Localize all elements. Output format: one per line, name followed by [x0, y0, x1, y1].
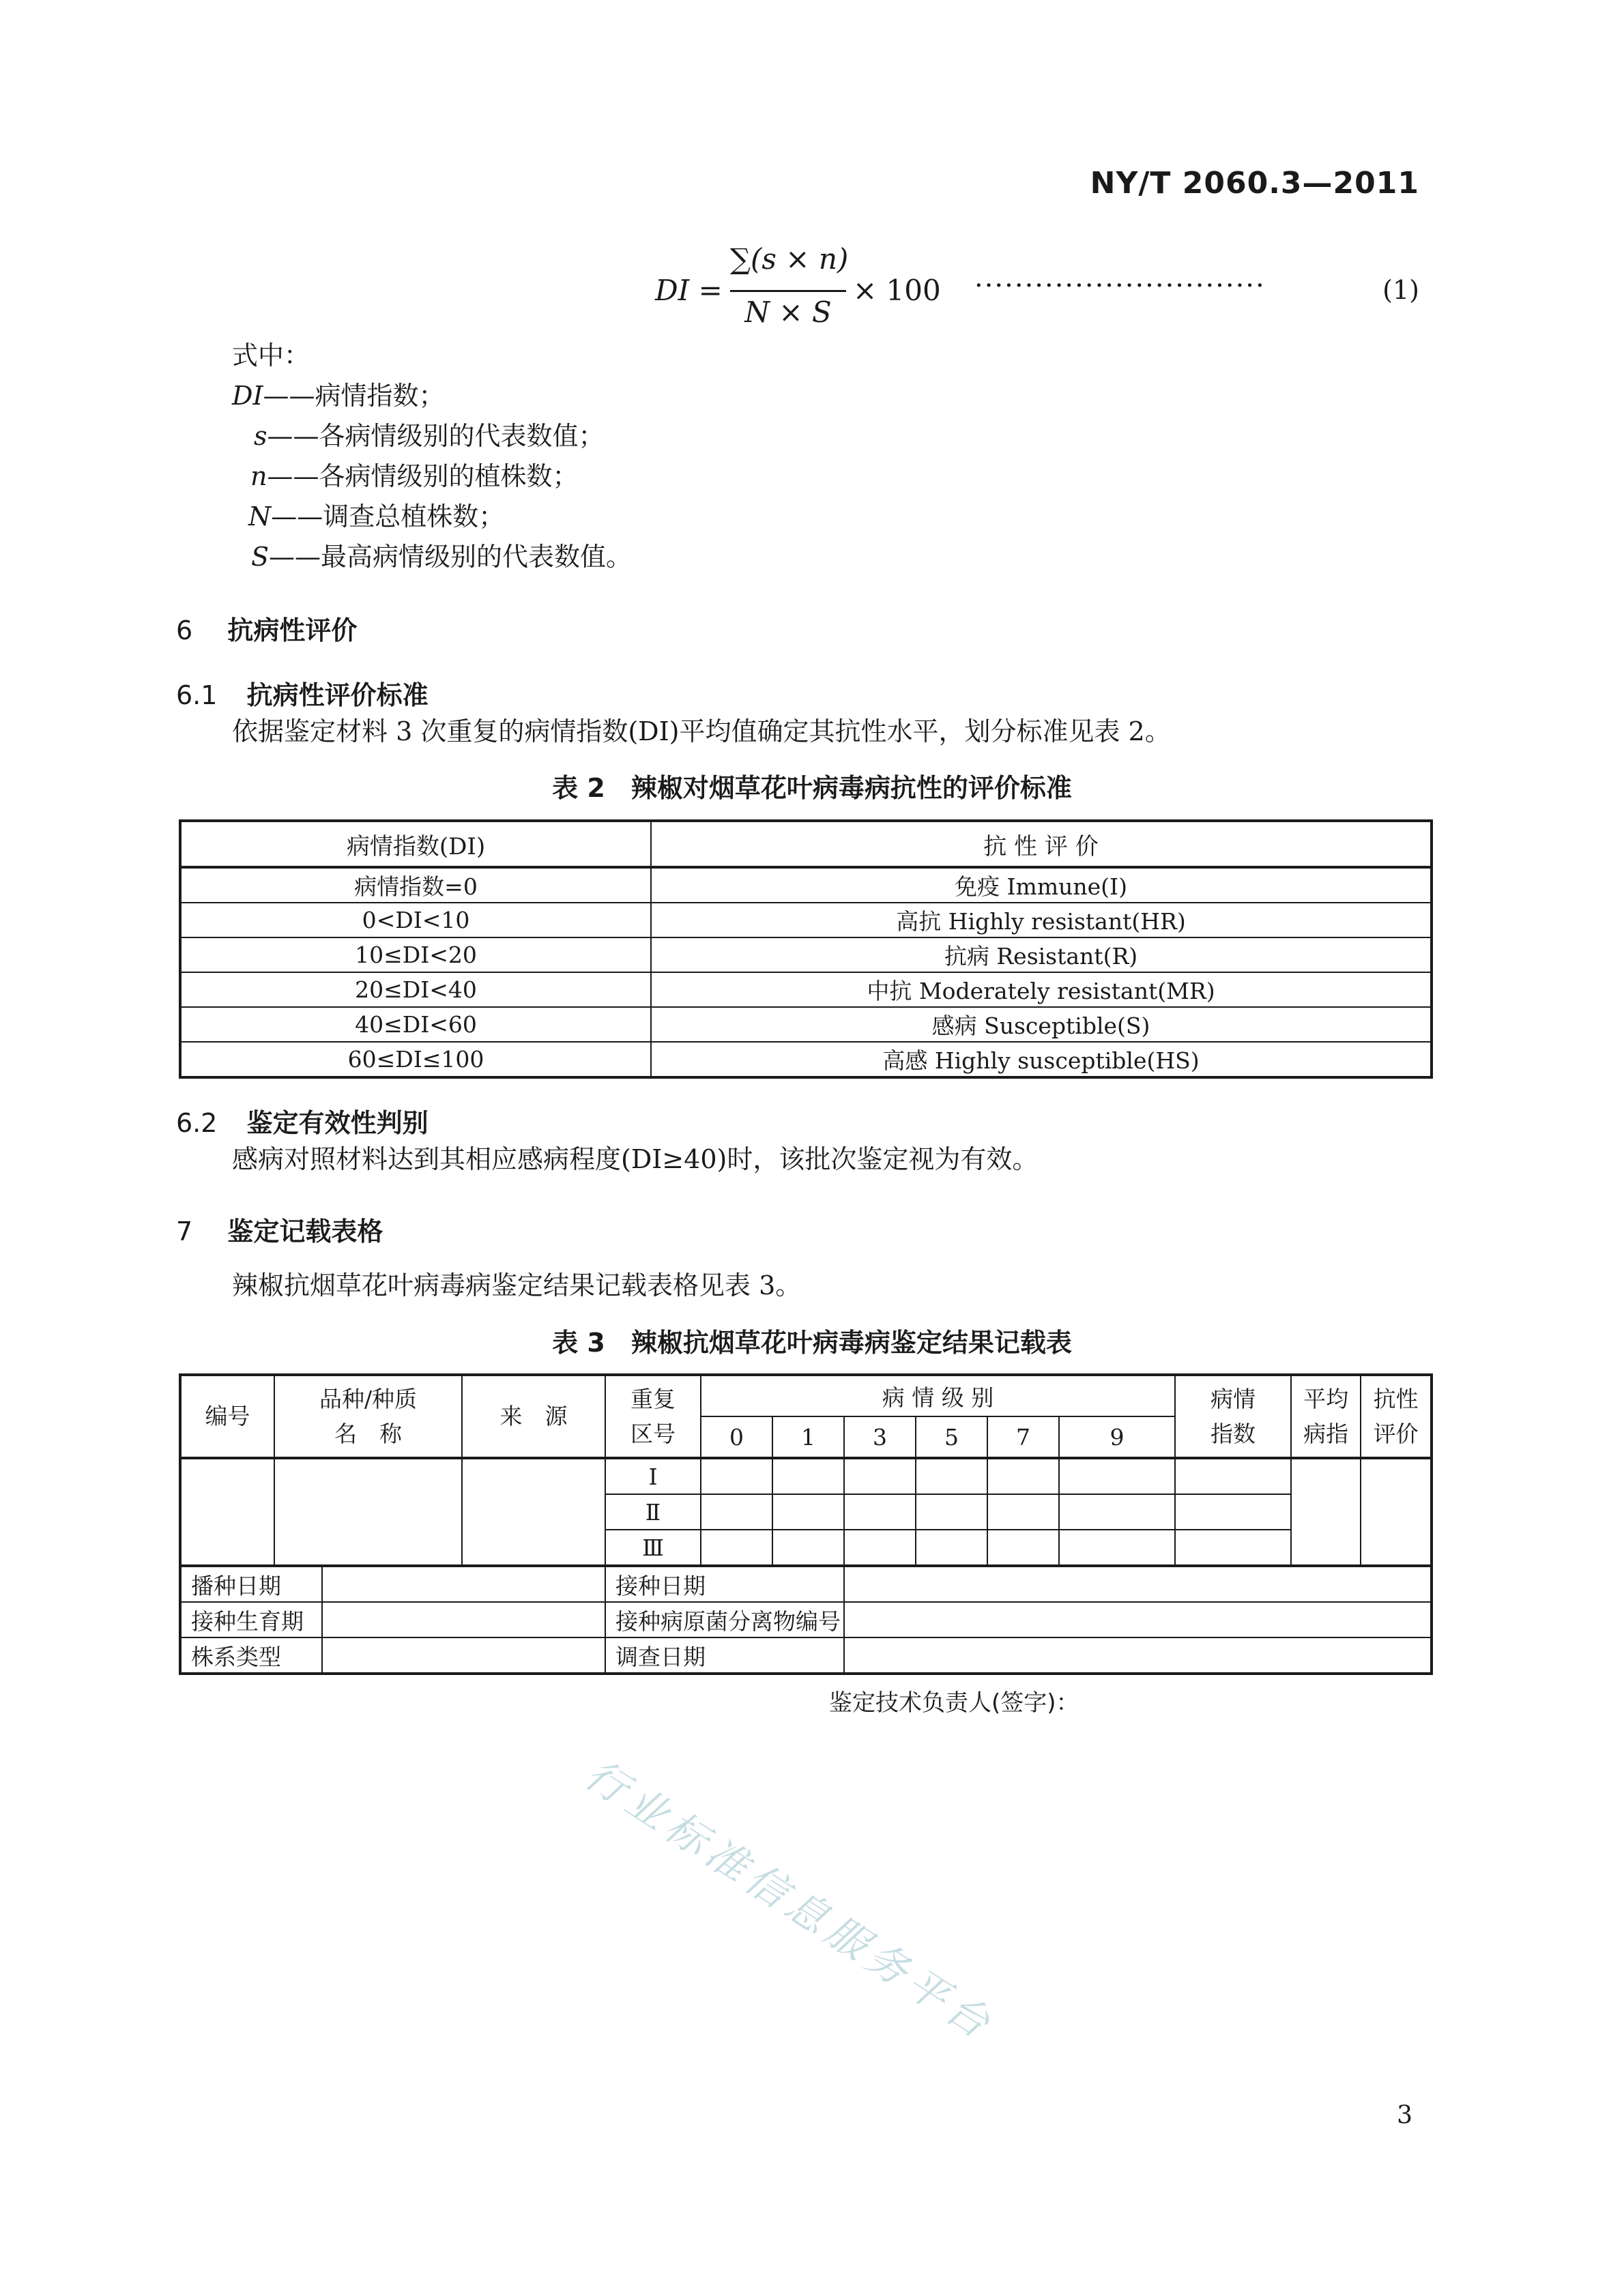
variables-intro: 式中： — [232, 340, 310, 370]
variable-item — [250, 455, 579, 493]
header-id: 编号 — [180, 1375, 274, 1458]
variable-dash: —— — [263, 381, 315, 411]
header-replicate-line1: 重复 — [630, 1385, 676, 1412]
empty-cell — [987, 1530, 1059, 1566]
label-inoculation-stage: 接种生育期 — [180, 1602, 322, 1637]
table-row — [180, 1458, 1432, 1494]
formula-numerator: ∑(s × n) — [730, 242, 849, 276]
table-cell: 0<DI<10 — [180, 903, 651, 937]
label-isolate-id: 接种病原菌分离物编号 — [605, 1602, 844, 1637]
empty-cell — [1059, 1530, 1175, 1566]
empty-cell — [1175, 1494, 1291, 1530]
header-disease-grade: 病 情 级 别 — [701, 1375, 1175, 1416]
empty-cell — [180, 1458, 274, 1566]
empty-cell — [772, 1458, 844, 1494]
replicate-label: Ⅱ — [605, 1494, 701, 1530]
fraction-bar — [730, 290, 846, 292]
table-row — [180, 903, 1432, 937]
table-2 — [179, 819, 1433, 1079]
header-res-line1: 抗性 — [1373, 1385, 1419, 1412]
empty-cell — [844, 1566, 1432, 1602]
section-6-1-heading — [176, 674, 429, 712]
empty-cell — [1175, 1530, 1291, 1566]
table-row — [180, 937, 1432, 972]
table-cell: 抗病 Resistant(R) — [651, 937, 1432, 972]
empty-cell — [987, 1494, 1059, 1530]
empty-cell — [322, 1566, 605, 1602]
empty-cell — [274, 1458, 462, 1566]
variable-symbol: DI — [232, 381, 263, 411]
column-header: 病情指数(DI) — [180, 821, 651, 867]
header-avg-line2: 病指 — [1303, 1421, 1349, 1447]
variable-dash: —— — [271, 501, 323, 531]
header-variety-line1: 品种/种质 — [319, 1385, 418, 1412]
variable-symbol: S — [251, 542, 270, 572]
standard-code: NY/T 2060.3—2011 — [1090, 166, 1419, 201]
section-title: 抗病性评价标准 — [246, 680, 429, 710]
section-title: 抗病性评价 — [227, 615, 358, 645]
table-cell: 免疫 Immune(I) — [651, 867, 1432, 903]
header-avg-line1: 平均 — [1303, 1385, 1349, 1412]
variable-item — [251, 536, 632, 573]
header-replicate — [605, 1375, 701, 1458]
table-cell: 中抗 Moderately resistant(MR) — [651, 972, 1432, 1007]
signature-line: 鉴定技术负责人(签字)： — [829, 1689, 1079, 1717]
paragraph: 感病对照材料达到其相应感病程度(DI≥40)时，该批次鉴定视为有效。 — [232, 1144, 1039, 1174]
variable-dash: —— — [269, 542, 321, 572]
variable-symbol: s — [254, 421, 267, 451]
empty-cell — [772, 1494, 844, 1530]
header-di-line2: 指数 — [1210, 1421, 1256, 1447]
empty-cell — [844, 1637, 1432, 1674]
table-row — [180, 1602, 1432, 1637]
variable-item — [254, 415, 605, 452]
formula-denominator: N × S — [744, 295, 832, 329]
grade-cell: 9 — [1059, 1416, 1175, 1458]
empty-cell — [701, 1458, 772, 1494]
empty-cell — [772, 1530, 844, 1566]
variable-desc: 最高病情级别的代表数值。 — [321, 542, 633, 572]
table-row — [180, 1566, 1432, 1602]
section-number: 6 — [176, 615, 193, 645]
formula-multiplier: × 100 — [853, 274, 941, 307]
label-sow-date: 播种日期 — [180, 1566, 322, 1602]
replicate-label: Ⅰ — [605, 1458, 701, 1494]
grade-cell: 3 — [844, 1416, 916, 1458]
header-source: 来 源 — [462, 1375, 605, 1458]
empty-cell — [844, 1494, 916, 1530]
empty-cell — [844, 1602, 1432, 1637]
section-title: 鉴定记载表格 — [227, 1217, 383, 1247]
empty-cell — [1059, 1494, 1175, 1530]
empty-cell — [462, 1458, 605, 1566]
section-number: 6.2 — [176, 1108, 218, 1138]
table-3-caption: 表 3 辣椒抗烟草花叶病毒病鉴定结果记载表 — [552, 1328, 1072, 1358]
empty-cell — [322, 1602, 605, 1637]
variable-desc: 调查总植株数； — [323, 501, 505, 531]
empty-cell — [701, 1494, 772, 1530]
grade-cell: 7 — [987, 1416, 1059, 1458]
replicate-label: Ⅲ — [605, 1530, 701, 1566]
table-row — [180, 1637, 1432, 1674]
variable-symbol: n — [250, 461, 267, 491]
table-cell: 60≤DI≤100 — [180, 1042, 651, 1077]
variable-dash: —— — [267, 421, 319, 451]
empty-cell — [844, 1458, 916, 1494]
grade-cell: 1 — [772, 1416, 844, 1458]
table-cell: 10≤DI<20 — [180, 937, 651, 972]
variable-item — [232, 375, 445, 412]
table-row — [180, 1042, 1432, 1077]
table-cell: 高抗 Highly resistant(HR) — [651, 903, 1432, 937]
section-number: 6.1 — [176, 680, 218, 710]
formula-lhs: DI = — [655, 274, 723, 307]
grade-cell: 0 — [701, 1416, 772, 1458]
section-number: 7 — [176, 1217, 193, 1247]
paragraph: 依据鉴定材料 3 次重复的病情指数(DI)平均值确定其抗性水平，划分标准见表 2。 — [232, 716, 1171, 746]
empty-cell — [916, 1458, 987, 1494]
page-number: 3 — [1397, 2101, 1412, 2129]
header-res-line2: 评价 — [1373, 1421, 1419, 1447]
variable-desc: 各病情级别的植株数； — [319, 461, 579, 491]
section-7-heading — [176, 1210, 383, 1248]
formula-leader-dots: ····························· — [974, 270, 1266, 302]
table-cell: 20≤DI<40 — [180, 972, 651, 1007]
empty-cell — [701, 1530, 772, 1566]
header-replicate-line2: 区号 — [630, 1421, 676, 1447]
section-6-2-heading — [176, 1102, 429, 1139]
empty-cell — [1175, 1458, 1291, 1494]
table-row — [180, 867, 1432, 903]
variable-dash: —— — [267, 461, 319, 491]
header-disease-index — [1175, 1375, 1291, 1458]
section-title: 鉴定有效性判别 — [246, 1108, 429, 1138]
empty-cell — [916, 1494, 987, 1530]
watermark: 行业标准信息服务平台 — [576, 1750, 1003, 2051]
table-cell: 高感 Highly susceptible(HS) — [651, 1042, 1432, 1077]
variable-desc: 各病情级别的代表数值； — [319, 421, 605, 451]
header-resistance — [1361, 1375, 1432, 1458]
label-strain-type: 株系类型 — [180, 1637, 322, 1674]
empty-cell — [1291, 1458, 1361, 1566]
paragraph: 辣椒抗烟草花叶病毒病鉴定结果记载表格见表 3。 — [232, 1270, 802, 1300]
variable-desc: 病情指数； — [315, 381, 445, 411]
table-cell: 40≤DI<60 — [180, 1007, 651, 1042]
section-6-heading — [176, 609, 357, 647]
table-row — [180, 972, 1432, 1007]
empty-cell — [322, 1637, 605, 1674]
table-row — [180, 1007, 1432, 1042]
label-survey-date: 调查日期 — [605, 1637, 844, 1674]
column-header: 抗 性 评 价 — [651, 821, 1432, 867]
empty-cell — [916, 1530, 987, 1566]
table-cell: 病情指数=0 — [180, 867, 651, 903]
table-3 — [179, 1373, 1433, 1675]
label-inoculation-date: 接种日期 — [605, 1566, 844, 1602]
empty-cell — [1059, 1458, 1175, 1494]
table-cell: 感病 Susceptible(S) — [651, 1007, 1432, 1042]
header-variety — [274, 1375, 462, 1458]
header-average-index — [1291, 1375, 1361, 1458]
header-variety-line2: 名 称 — [334, 1421, 402, 1447]
empty-cell — [987, 1458, 1059, 1494]
grade-cell: 5 — [916, 1416, 987, 1458]
variable-symbol: N — [248, 501, 272, 531]
empty-cell — [844, 1530, 916, 1566]
variable-item — [248, 495, 504, 533]
empty-cell — [1361, 1458, 1432, 1566]
header-di-line1: 病情 — [1210, 1385, 1256, 1412]
table-2-caption: 表 2 辣椒对烟草花叶病毒病抗性的评价标准 — [552, 773, 1072, 803]
formula-number: (1) — [1382, 275, 1419, 305]
